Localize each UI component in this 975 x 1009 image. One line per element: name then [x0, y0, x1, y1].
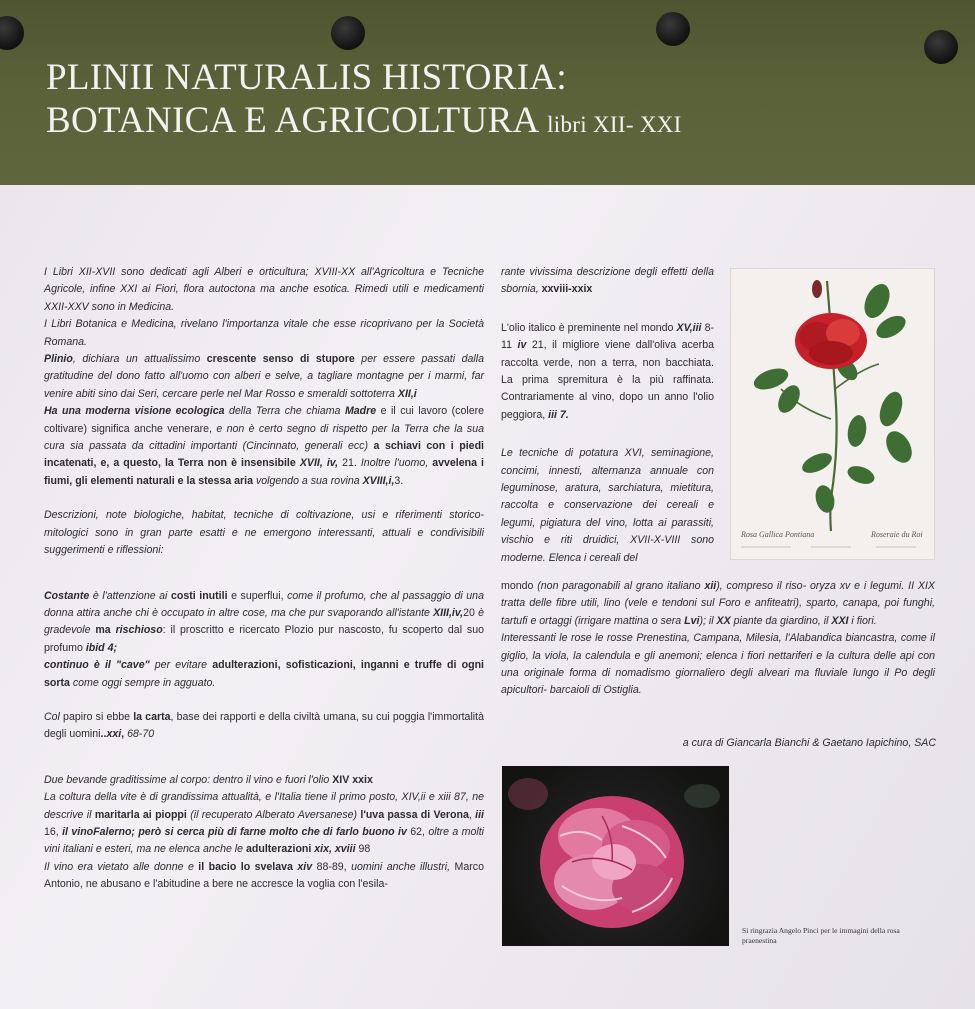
title-suffix: libri XII- XXI [547, 112, 682, 137]
image-credit: Si ringrazia Angelo Pinci per le immagini della rosa praenestina [742, 926, 900, 945]
paragraph: I Libri Botanica e Medicina, rivelano l'importanza vitale che esse ricoprivano per la Società Romana. [44, 318, 484, 348]
credit-line: a cura di Giancarla Bianchi & Gaetano Iapichino, SAC [682, 737, 936, 749]
page-title [46, 56, 682, 146]
paragraph: continuo è il "cave" per evitare adulterazioni, sofisticazioni, inganni e truffe di ogni sorta come oggi sempre in agguato. [44, 659, 484, 689]
paragraph: rante vivissima descrizione degli effetti della sbornia, xxviii-xxix [501, 266, 714, 296]
text-column-right-bottom [501, 578, 935, 700]
text-column-right-top [501, 264, 714, 567]
pink-rose-photo [502, 766, 729, 946]
paragraph: Costante è l'attenzione ai costi inutili e superflui, come il profumo, che al passaggio di una donna attira anche chi è occupato in altre cose, ma che pur svaporando all'istante XIII,iv,20 è gradevole ma rischioso: il proscritto e ricercato Plozio pur nascosto, fu scoperto dal suo profumo ibid 4; [44, 589, 484, 654]
print-caption-left: Rosa Gallica Pontiana [741, 530, 815, 539]
paragraph: Le tecniche di potatura XVI, seminagione, concimi, innesti, alternanza annuale con leguminose, aratura, sarchiatura, mietitura, raccolta e conservazione dei cereali e legumi, pigiatura del vino, lotta ai parassiti, vischio e riti druidici, XVII-X-VIII sono moderne. Elenca i cereali del [501, 447, 714, 564]
pin-icon [331, 16, 365, 50]
paragraph: mondo (non paragonabili al grano italiano xii), compreso il riso- oryza xv e i legumi. II XIX tratta delle fibre utili, lino (vele e tendoni sul Foro e anfiteatri), sparto, canapa, poi funghi, tartufi e ortaggi (irrigare mattina o sera Lvi); il XX piante da giardino, il XXI i fiori. [501, 580, 935, 627]
title-line-2: BOTANICA E AGRICOLTURA [46, 100, 538, 141]
rose-illustration [730, 268, 935, 560]
pin-icon [924, 30, 958, 64]
paragraph: I Libri XII-XVII sono dedicati agli Alberi e orticultura; XVIII-XX all'Agricoltura e Tecniche Agricole, infine XXI ai Fiori, flora autoctona ma anche esotica. Rimedi utili e medicamenti XXII-XXV sono in Medicina. [44, 266, 484, 313]
paragraph: Descrizioni, note biologiche, habitat, tecniche di coltivazione, usi e riferimenti storico-mitologici sono in gran parte esatti e ne emergono interessanti, attuali e condivisibili suggerimenti e riflessioni: [44, 509, 484, 557]
pin-icon [656, 12, 690, 46]
title-line-1: PLINII NATURALIS HISTORIA: [46, 57, 567, 98]
panel-header [0, 0, 975, 185]
paragraph: L'olio italico è preminente nel mondo XV,iii 8-11 iv 21, il migliore viene dall'oliva acerba raccolta verde, non a terra, non bacchiata. La prima spremitura è la più raffinata. Contrariamente al vino, dopo un anno l'olio peggiora, iii 7. [501, 321, 714, 421]
paragraph: Plinio, dichiara un attualissimo crescente senso di stupore per essere passati dalla gratitudine del dono fatto all'uomo con alberi e selve, a tagliare montagne per i marmi, far venire abiti sino dai Seri, cercare perle nel Mar Rosso e smeraldi sottoterra XII,i [44, 353, 484, 400]
pin-icon [0, 16, 24, 50]
paragraph: La coltura della vite è di grandissima attualità, e l'Italia tiene il primo posto, XIV,ii e xiii 87, ne descrive il maritarla ai pioppi (il recuperato Alberato Aversanese) l'uva passa di Verona, iii 16, il vinoFalerno; però si cerca più di farne molto che di farlo buono iv 62, oltre a molti vini italiani e esteri, ma ne elenca anche le adulterazioni xix, xviii 98 [44, 791, 484, 856]
print-caption-right: Roseraie du Roi [871, 530, 923, 539]
red-rose-icon [731, 269, 934, 559]
paragraph: Due bevande graditissime al corpo: dentro il vino e fuori l'olio XIV xxix [44, 773, 373, 786]
paragraph: Col papiro si ebbe la carta, base dei rapporti e della civiltà umana, su cui poggia l'immortalità degli uomini..xxi, 68-70 [44, 710, 484, 741]
paragraph: Il vino era vietato alle donne e il bacio lo svelava xiv 88-89, uomini anche illustri, Marco Antonio, ne abusano e l'abitudine a bere ne accresce la voglia con l'esila- [44, 860, 484, 891]
pink-rose-icon [502, 766, 729, 946]
paragraph: Interessanti le rose le rosse Prenestina, Campana, Milesia, l'Alabandica biancastra, come il giglio, la viola, la calendula e gli anemoni; elenca i fiori nettariferi e la cultura delle api con una originale forma di nomadismo giornaliero degli alveari ma fluviale lungo il Po degli apicultori- barcaioli di Ostiglia. [501, 632, 935, 697]
paragraph: Ha una moderna visione ecologica della Terra che chiama Madre e il cui lavoro (colere coltivare) significa anche venerare, e non è certo segno di rispetto per la Terra che la sua cura sia passata da cittadini importanti (Cincinnato, generali ecc) a schiavi con i piedi incatenati, e, a questo, la Terra non è insensibile XVII, iv, 21. Inoltre l'uomo, avvelena i fiumi, gli elementi naturali e la stessa aria volgendo a sua rovina XVIII,i,3. [44, 405, 485, 487]
text-column-left [44, 264, 484, 894]
